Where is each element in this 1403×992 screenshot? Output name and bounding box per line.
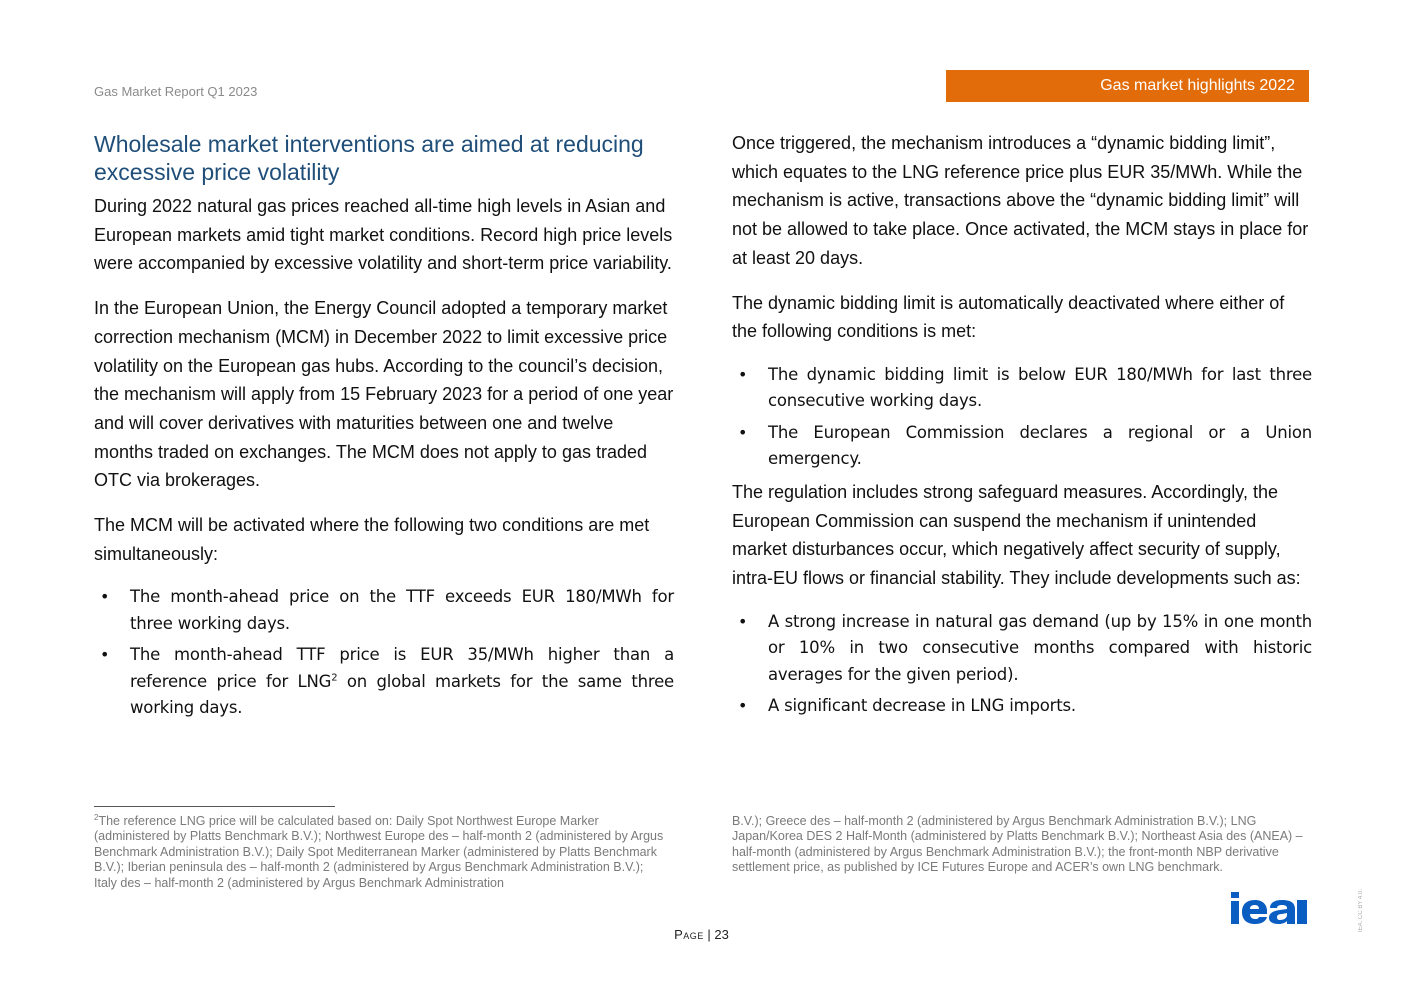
right-paragraph-2: The dynamic bidding limit is automatically deactivated where either of the following conditions is met: — [732, 292, 1285, 342]
logo-a — [1269, 900, 1295, 924]
right-column — [732, 129, 1312, 725]
bullet-icon: • — [738, 422, 748, 442]
bullet-icon: • — [738, 364, 748, 384]
list-item-text-cont: on global markets for the same three working days. — [130, 671, 674, 718]
list-item-text: A strong increase in natural gas demand (up by 15% in one month or 10% in two consecutive months compared with historic averages for the given period). — [768, 611, 1312, 684]
logo-bar — [1297, 900, 1307, 924]
page-word: Page — [674, 927, 704, 942]
list-item-text: The month-ahead TTF price is EUR 35/MWh higher than a reference price for LNG — [130, 645, 674, 691]
footnote-left-text: The reference LNG price will be calculated based on: Daily Spot Northwest Europe Marker (administered by Platts Benchmark B.V.); Northwest Europe des – half-month 2 (administered by Argus Benchmark Administration B.V.); Daily Spot Mediterranean Marker (administered by Platts Benchmark B.V.); Iberian peninsula des – half-month 2 (administered by Argus Benchmark Administration B.V.); Italy des – half-month 2 (administered by Argus Benchmark Administration — [94, 814, 664, 890]
list-item — [732, 362, 1312, 415]
right-paragraph-3: The regulation includes strong safeguard measures. Accordingly, the European Commission can suspend the mechanism if unintended market disturbances occur, which negatively affect security of supply, intra-EU flows or financial stability. They include developments such as: — [732, 481, 1301, 589]
logo-e — [1242, 900, 1267, 924]
list-item — [94, 642, 674, 722]
left-column — [94, 130, 674, 727]
list-item-text: The month-ahead price on the TTF exceeds EUR 180/MWh for three working days. — [130, 587, 674, 633]
footnote-right: B.V.); Greece des – half-month 2 (administered by Argus Benchmark Administration B.V.); LNG Japan/Korea DES 2 Half-Month (administered by Platts Benchmark B.V.); Northeast Asia des (ANEA) – half-month (administered by Argus Benchmark Administration B.V.); the front-month NBP derivative settlement price, as published by ICE Futures Europe and ACER’s own LNG benchmark. — [732, 814, 1303, 875]
list-item-text: A significant decrease in LNG imports. — [768, 696, 1076, 716]
list-item — [732, 420, 1312, 473]
mcm-conditions-list — [94, 584, 674, 722]
page-number-value: 23 — [714, 927, 729, 942]
section-heading: Wholesale market interventions are aimed at reducing excessive price volatility — [94, 131, 644, 185]
left-paragraph-3: The MCM will be activated where the following two conditions are met simultaneously: — [94, 515, 650, 564]
footnote-marker: 2 — [94, 812, 99, 822]
right-paragraph-1: Once triggered, the mechanism introduces a “dynamic bidding limit”, which equates to the LNG reference price plus EUR 35/MWh. While the mechanism is active, transactions above the “dynamic bidding limit” will not be allowed to take place. Once activated, the MCM stays in place for at least 20 days. — [732, 133, 1309, 268]
logo-i-dot — [1231, 892, 1239, 898]
bullet-icon: • — [738, 696, 748, 716]
iea-logo — [1229, 890, 1309, 926]
page-separator: | — [707, 927, 711, 942]
report-label: Gas Market Report Q1 2023 — [94, 84, 258, 99]
bullet-icon: • — [100, 645, 110, 665]
logo-i-stem — [1231, 901, 1239, 924]
left-paragraph-1: During 2022 natural gas prices reached all-time high levels in Asian and European markets amid tight market conditions. Record high price levels were accompanied by excessive volatility and short-term price variability. — [94, 196, 673, 274]
page-number — [0, 927, 1403, 942]
license-text: IEA. CC BY 4.0. — [1358, 889, 1364, 932]
list-item-text: The European Commission declares a regional or a Union emergency. — [768, 422, 1312, 469]
list-item — [732, 609, 1312, 689]
footnote-ref[interactable]: 2 — [331, 672, 338, 684]
list-item-text: The dynamic bidding limit is below EUR 180/MWh for last three consecutive working days. — [768, 364, 1312, 411]
footnote-divider — [94, 806, 335, 807]
disturbance-examples-list — [732, 609, 1312, 720]
section-tab-label: Gas market highlights 2022 — [1100, 77, 1295, 94]
bullet-icon: • — [738, 611, 748, 631]
list-item — [732, 693, 1312, 720]
footnote-left — [94, 814, 669, 891]
list-item — [94, 584, 674, 637]
deactivation-conditions-list — [732, 362, 1312, 473]
bullet-icon: • — [100, 587, 110, 607]
section-tab — [946, 70, 1309, 102]
left-paragraph-2: In the European Union, the Energy Council adopted a temporary market correction mechanism (MCM) in December 2022 to limit excessive price volatility on the European gas hubs. According to the council’s decision, the mechanism will apply from 15 February 2023 for a period of one year and will cover derivatives with maturities between one and twelve months traded on exchanges. The MCM does not apply to gas traded OTC via brokerages. — [94, 298, 674, 491]
